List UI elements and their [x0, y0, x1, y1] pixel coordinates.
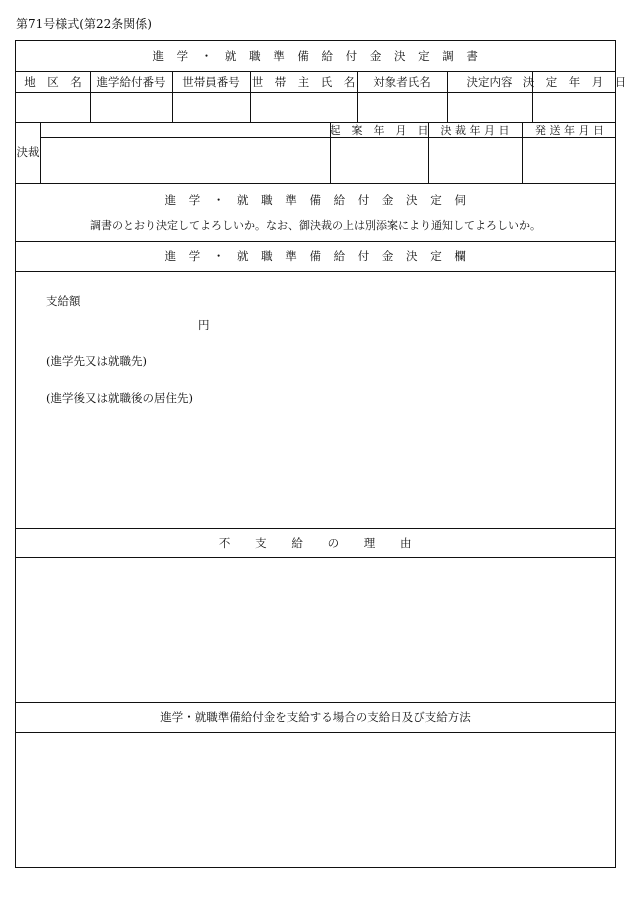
inquiry-text: 調書のとおり決定してよろしいか。なお、御決裁の上は別添案により通知してよろしいか。: [90, 219, 541, 232]
field-target-person-name[interactable]: [357, 92, 447, 122]
header-decision-content: 決定内容: [466, 74, 513, 89]
decision-title: 進 学 ・ 就 職 準 備 給 付 金 決 定 欄: [164, 249, 467, 263]
field-decision-area[interactable]: [16, 272, 615, 528]
form-frame: [15, 40, 627, 868]
field-decision-date[interactable]: [532, 92, 617, 122]
field-district[interactable]: [16, 92, 90, 122]
header-dispatch-date: 発 送 年 月 日: [535, 123, 604, 137]
field-decision-content[interactable]: [447, 92, 532, 122]
field-household-member-number[interactable]: [172, 92, 250, 122]
header-householder-name: 世 帯 主 氏 名: [251, 74, 356, 89]
investigation-title: 進 学 ・ 就 職 準 備 給 付 金 決 定 調 書: [152, 49, 479, 63]
form-number: 第71号様式(第22条関係): [16, 17, 152, 31]
field-dispatch-date[interactable]: [522, 137, 617, 183]
field-benefit-number[interactable]: [90, 92, 172, 122]
header-decision-date: 決 定 年 月 日: [522, 74, 627, 89]
header-district: 地 区 名: [24, 74, 82, 89]
residence-label: (進学後又は就職後の居住先): [46, 391, 193, 405]
header-target-person-name: 対象者氏名: [373, 74, 431, 89]
field-approval-seals[interactable]: [40, 137, 330, 183]
approval-label: 決裁: [16, 145, 40, 159]
field-approval-date[interactable]: [428, 137, 522, 183]
header-household-member-number: 世帯員番号: [182, 74, 240, 89]
destination-label: (進学先又は就職先): [46, 354, 147, 368]
header-draft-date: 起 案 年 月 日: [329, 123, 429, 137]
payment-method-title: 進学・就職準備給付金を支給する場合の支給日及び支給方法: [160, 710, 471, 724]
amount-label: 支給額: [46, 294, 81, 308]
field-draft-date[interactable]: [330, 137, 428, 183]
field-payment-method[interactable]: [16, 733, 615, 866]
yen-label: 円: [198, 318, 210, 332]
field-householder-name[interactable]: [250, 92, 357, 122]
field-nonpayment-reason[interactable]: [16, 558, 615, 702]
inquiry-title: 進 学 ・ 就 職 準 備 給 付 金 決 定 伺: [164, 193, 467, 207]
nonpayment-title: 不 支 給 の 理 由: [218, 535, 413, 550]
header-benefit-number: 進学給付番号: [96, 74, 166, 89]
header-approval-date: 決 裁 年 月 日: [440, 123, 510, 137]
